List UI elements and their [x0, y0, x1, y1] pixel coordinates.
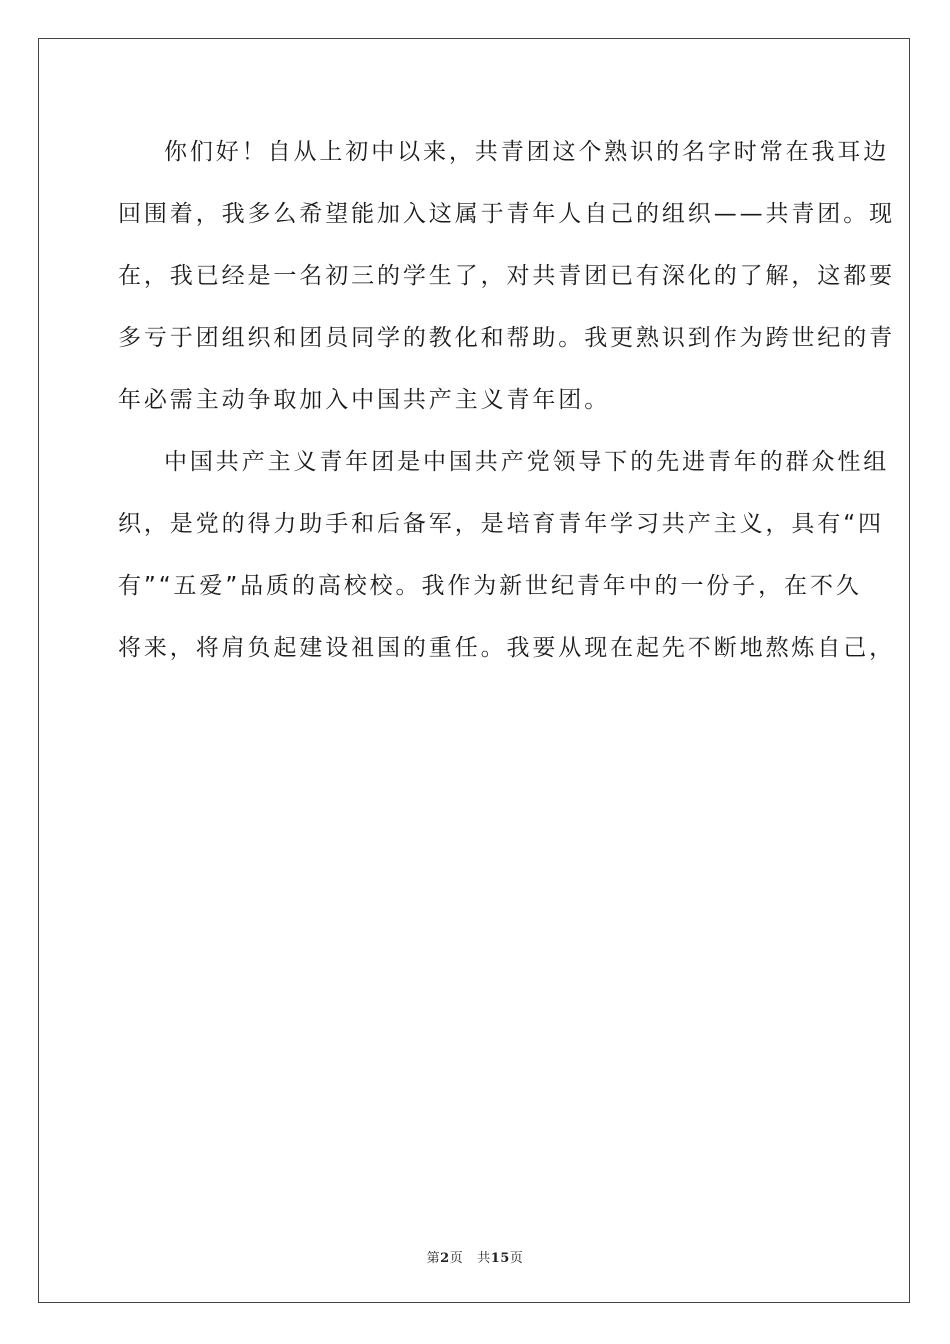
total-pages: 15: [490, 1251, 510, 1266]
total-prefix: 共: [477, 1251, 491, 1266]
paragraph-1-line-1: 你们好！自从上初中以来，共青团这个熟识的名字时常在我耳边: [164, 139, 890, 165]
paragraph-2-line-1: 中国共产主义青年团是中国共产党领导下的先进青年的群众性组: [164, 449, 890, 475]
paragraph-1-line-2: 回围着，我多么希望能加入这属于青年人自己的组织——共青团。现: [118, 201, 895, 227]
document-body: [118, 121, 895, 679]
page-number: 2: [440, 1251, 450, 1266]
paragraph-2-line-2: 织，是党的得力助手和后备军，是培育青年学习共产主义，具有“四: [118, 511, 884, 537]
total-suffix: 页: [509, 1251, 524, 1266]
page-prefix: 第: [426, 1251, 441, 1266]
page-suffix: 页: [449, 1251, 464, 1266]
paragraph-1-line-4: 多亏于团组织和团员同学的教化和帮助。我更熟识到作为跨世纪的青: [118, 325, 895, 351]
paragraph-2-line-4: 将来，将肩负起建设祖国的重任。我要从现在起先不断地熬炼自己，: [118, 635, 895, 661]
paragraph-2-line-3: 有”“五爱”品质的高校校。我作为新世纪青年中的一份子，在不久: [118, 573, 862, 599]
paragraph-1-line-5: 年必需主动争取加入中国共产主义青年团。: [118, 387, 611, 413]
paragraph-1-line-3: 在，我已经是一名初三的学生了，对共青团已有深化的了解，这都要: [118, 263, 895, 289]
page-footer: [0, 1247, 950, 1266]
